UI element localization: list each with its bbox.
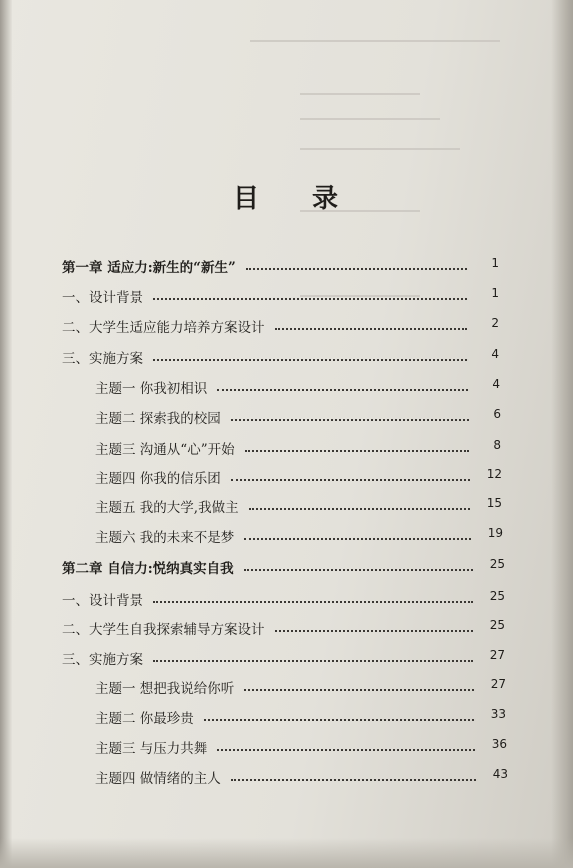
toc-entry-label: 主题四 做情绪的主人 [95,771,221,787]
toc-entry-label: 主题二 探索我的校园 [95,411,221,427]
toc-dot-leader [217,747,475,751]
toc-topic-entry [0,767,573,787]
toc-topic-entry [0,737,573,757]
toc-topic-entry [0,377,573,397]
toc-entry-label: 一、设计背景 [62,290,143,306]
toc-dot-leader [275,326,468,330]
show-through-line [250,40,500,42]
toc-entry-label: 三、实施方案 [62,351,143,367]
toc-page-number: 15 [486,496,502,510]
toc-entry-label: 主题六 我的未来不是梦 [95,530,235,546]
toc-section-entry [0,347,573,367]
toc-topic-entry [0,438,573,458]
toc-dot-leader [244,567,473,571]
toc-dot-leader [275,628,474,632]
toc-page-number: 33 [490,707,506,721]
toc-topic-entry [0,496,573,516]
toc-dot-leader [153,599,473,603]
toc-dot-leader [246,266,467,270]
toc-section-entry [0,316,573,336]
toc-topic-entry [0,467,573,487]
toc-topic-entry [0,707,573,727]
toc-dot-leader [244,536,471,540]
toc-entry-label: 主题一 你我初相识 [95,381,208,397]
toc-page-number: 4 [491,347,499,361]
toc-entry-label: 主题三 与压力共舞 [95,741,208,757]
toc-dot-leader [249,506,470,510]
toc-dot-leader [244,687,474,691]
toc-dot-leader [245,448,469,452]
toc-dot-leader [231,477,470,481]
toc-entry-label: 主题五 我的大学,我做主 [95,500,239,516]
toc-page-number: 25 [489,589,505,603]
toc-topic-entry [0,407,573,427]
toc-page-number: 27 [490,677,506,691]
toc-dot-leader [217,387,468,391]
toc-topic-entry [0,526,573,546]
toc-entry-label: 主题四 你我的信乐团 [95,471,221,487]
toc-page-number: 25 [489,557,505,571]
toc-entry-label: 主题三 沟通从“心”开始 [95,442,235,458]
show-through-line [300,118,440,120]
toc-page-number: 36 [491,737,507,751]
toc-page-number: 2 [491,316,499,330]
toc-section-entry [0,286,573,306]
toc-section-entry [0,618,573,638]
toc-dot-leader [204,717,474,721]
toc-page-number: 12 [486,467,502,481]
toc-page-number: 6 [493,407,501,421]
toc-entry-label: 主题二 你最珍贵 [95,711,194,727]
toc-page-number: 43 [492,767,508,781]
toc-chapter-entry [0,557,573,577]
toc-entry-label: 一、设计背景 [62,593,143,609]
toc-topic-entry [0,677,573,697]
toc-dot-leader [153,296,467,300]
toc-page-number: 19 [487,526,503,540]
toc-section-entry [0,648,573,668]
toc-dot-leader [153,357,467,361]
toc-page-number: 27 [489,648,505,662]
toc-entry-label: 三、实施方案 [62,652,143,668]
toc-entry-label: 二、大学生适应能力培养方案设计 [62,320,265,336]
toc-entry-label: 第一章 适应力:新生的“新生” [62,260,236,276]
toc-page-number: 1 [491,256,499,270]
toc-dot-leader [231,777,476,781]
toc-page-number: 4 [492,377,500,391]
show-through-line [300,93,420,95]
page-bottom-shadow [0,838,573,868]
toc-page-number: 1 [491,286,499,300]
toc-dot-leader [231,417,469,421]
show-through-line [300,148,460,150]
toc-entry-label: 第二章 自信力:悦纳真实自我 [62,561,234,577]
toc-entry-label: 主题一 想把我说给你听 [95,681,235,697]
toc-page-number: 8 [493,438,501,452]
toc-chapter-entry [0,256,573,276]
toc-page-number: 25 [489,618,505,632]
toc-dot-leader [153,658,473,662]
toc-section-entry [0,589,573,609]
page-title: 目 录 [232,184,361,214]
toc-entry-label: 二、大学生自我探索辅导方案设计 [62,622,265,638]
